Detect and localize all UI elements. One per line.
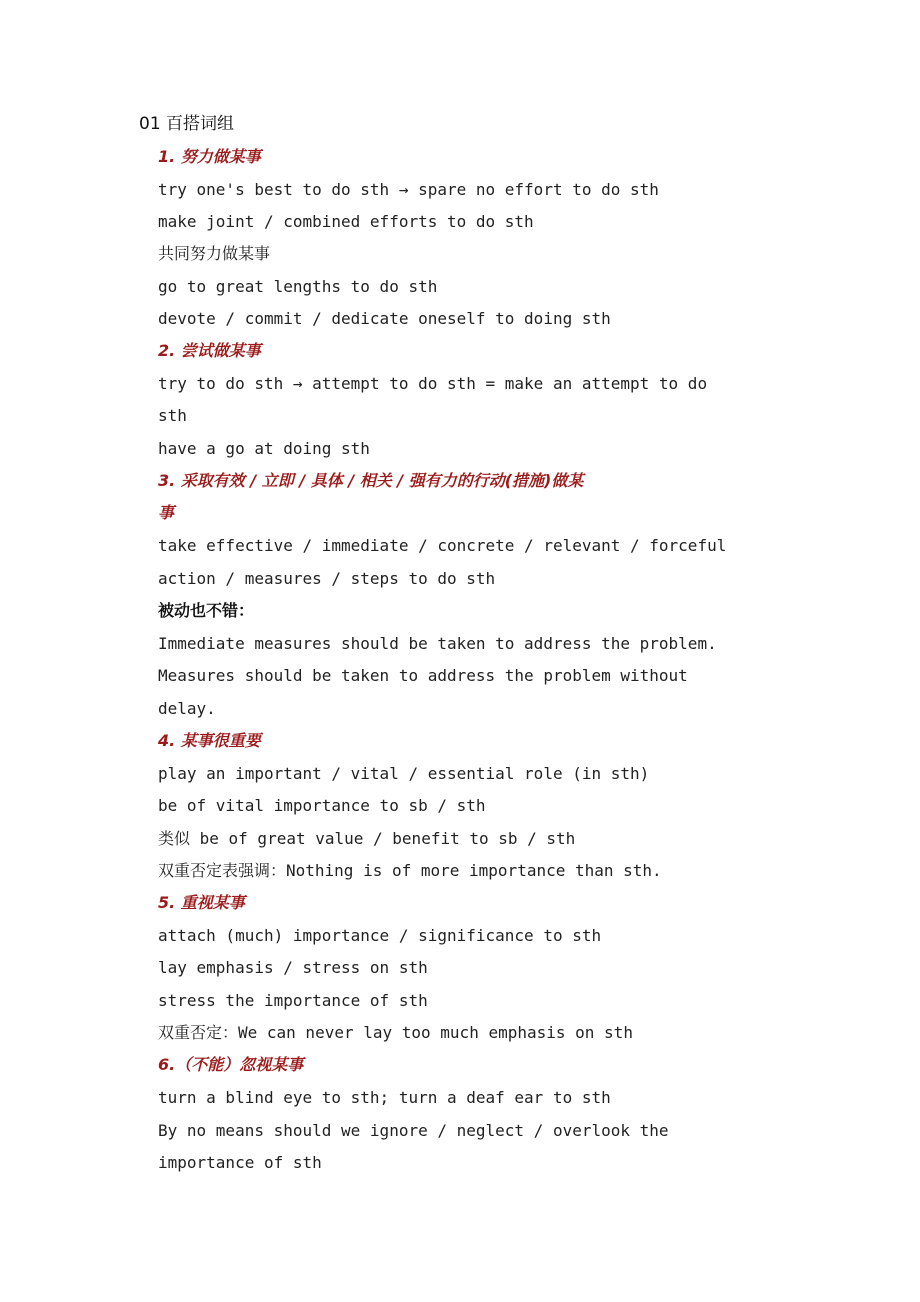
section-heading: 3. 采取有效 / 立即 / 具体 / 相关 / 强有力的行动(措施)做某 [158,471,584,490]
example-sentence: Immediate measures should be taken to address the problem. [158,634,717,653]
phrase-line: play an important / vital / essential role (in sth) [158,764,650,783]
example-sentence: Measures should be taken to address the problem without [158,666,688,685]
section-heading: 2. 尝试做某事 [158,341,261,360]
phrase-line: 双重否定表强调：Nothing is of more importance than sth. [158,861,662,880]
section-heading: 6.（不能）忽视某事 [158,1055,304,1074]
phrase-line: action / measures / steps to do sth [158,569,496,588]
phrase-line: devote / commit / dedicate oneself to doing sth [158,309,611,328]
phrase-line: sth [158,406,187,425]
phrase-line: attach (much) importance / significance to sth [158,926,602,945]
phrase-line: 共同努力做某事 [158,244,271,263]
phrase-line: have a go at doing sth [158,439,370,458]
phrase-line: turn a blind eye to sth; turn a deaf ear to sth [158,1088,611,1107]
phrase-line: take effective / immediate / concrete / relevant / forceful [158,536,727,555]
phrase-line: lay emphasis / stress on sth [158,958,428,977]
section-heading: 1. 努力做某事 [158,147,261,166]
section-heading: 4. 某事很重要 [158,731,261,750]
section-heading-continued: 事 [158,503,175,522]
phrase-line: try to do sth → attempt to do sth = make an attempt to do [158,374,708,393]
phrase-line: By no means should we ignore / neglect / overlook the [158,1121,669,1140]
phrase-line: 类似 be of great value / benefit to sb / sth [158,829,576,848]
phrase-line: try one's best to do sth → spare no effort to do sth [158,180,659,199]
phrase-line: go to great lengths to do sth [158,277,438,296]
section-heading: 5. 重视某事 [158,893,245,912]
page-title: 01 百搭词组 [139,114,235,134]
phrase-line: importance of sth [158,1153,322,1172]
phrase-line: make joint / combined efforts to do sth [158,212,534,231]
example-sentence: delay. [158,699,216,718]
phrase-line: 双重否定：We can never lay too much emphasis on sth [158,1023,633,1042]
phrase-line: be of vital importance to sb / sth [158,796,486,815]
passive-note: 被动也不错： [158,601,255,620]
phrase-line: stress the importance of sth [158,991,428,1010]
